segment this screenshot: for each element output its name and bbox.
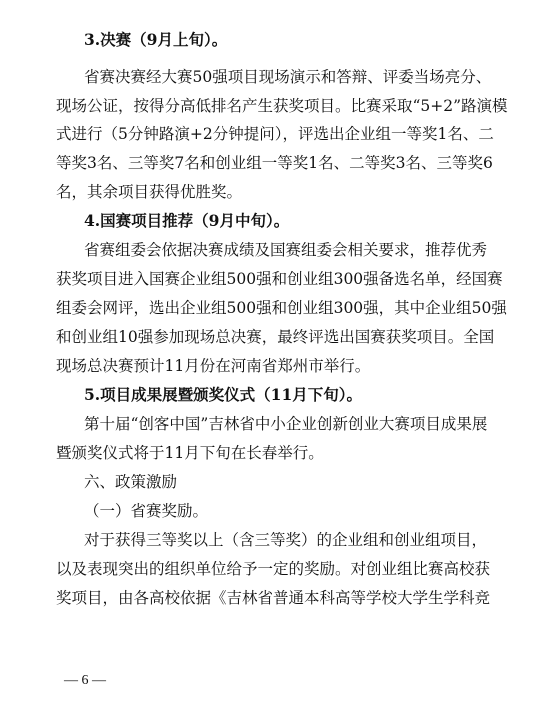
paragraph-line: 以及表现突出的组织单位给予一定的奖励。对创业组比赛高校获 [56, 560, 491, 578]
subsection-heading-provincial-awards: （一）省赛奖励。 [84, 502, 209, 520]
paragraph-line: 现场总决赛预计11月份在河南省郑州市举行。 [56, 357, 371, 375]
paragraph-line: 现场公证，按得分高低排名产生获奖项目。比赛采取“5+2”路演模 [56, 97, 508, 115]
paragraph-line: 和创业组10强参加现场总决赛，最终评选出国赛获奖项目。全国 [56, 328, 495, 346]
paragraph-line: 名，其余项目获得优胜奖。 [56, 183, 243, 201]
section-heading-awards-ceremony: 5.项目成果展暨颁奖仪式（11月下旬）。 [84, 385, 363, 404]
paragraph-line: 等奖3名、三等奖7名和创业组一等奖1名、二等奖3名、三等奖6 [56, 154, 493, 172]
section-heading-national-recommendation: 4.国赛项目推荐（9月中旬）。 [84, 211, 290, 230]
paragraph-line: 式进行（5分钟路演+2分钟提问），评选出企业组一等奖1名、二 [56, 125, 494, 143]
paragraph-line: 省赛组委会依据决赛成绩及国赛组委会相关要求，推荐优秀 [84, 241, 488, 259]
paragraph-line: 奖项目，由各高校依据《吉林省普通本科高等学校大学生学科竞 [56, 589, 491, 607]
paragraph-line: 对于获得三等奖以上（含三等奖）的企业组和创业组项目， [84, 531, 488, 549]
paragraph-line: 省赛决赛经大赛50强项目现场演示和答辩、评委当场亮分、 [84, 68, 492, 86]
page-number: — 6 — [64, 673, 106, 688]
section-heading-policy-incentives: 六、政策激励 [84, 473, 178, 491]
paragraph-line: 暨颁奖仪式将于11月下旬在长春举行。 [56, 444, 324, 462]
paragraph-line: 获奖项目进入国赛企业组500强和创业组300强备选名单，经国赛 [56, 270, 503, 288]
paragraph-line: 第十届“创客中国”吉林省中小企业创新创业大赛项目成果展 [84, 415, 488, 433]
paragraph-line: 组委会网评，选出企业组500强和创业组300强，其中企业组50强 [56, 299, 507, 317]
section-heading-final: 3.决赛（9月上旬）。 [84, 30, 228, 49]
